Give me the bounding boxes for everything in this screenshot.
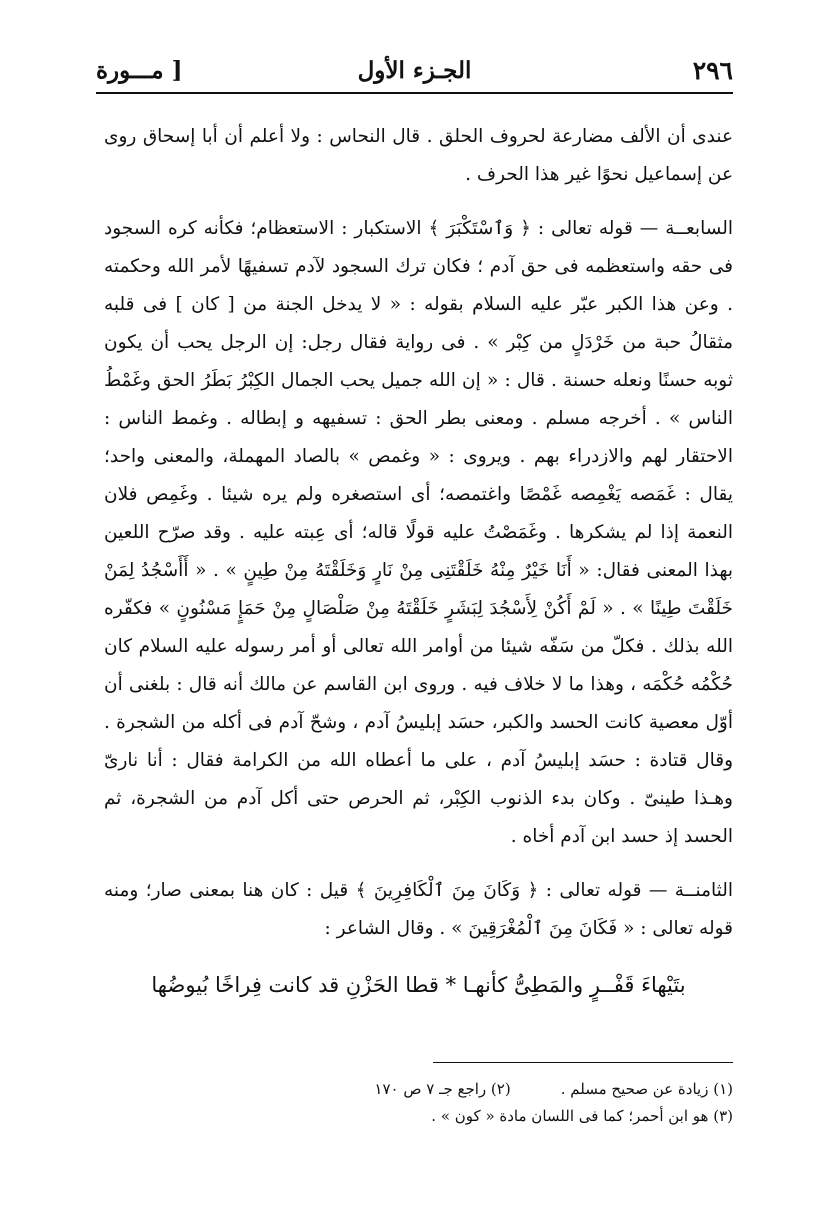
paragraph-seventh: السابعــة — قوله تعالى : ﴿ وَٱسْتَكْبَرَ ﴾ الاستكبار : الاستعظام؛ فكأنه كره السجود فى حقه واستعظمه فى حق آدم ؛ فكان ترك السجود لآدم تسفيهًا لأمر الله وحكمته . وعن هذا الكبر عبّر عليه السلام بقوله : « لا يدخل الجنة من [ كان ] فى قلبه مثقالُ حبة من خَرْدَلٍ من كِبْر » . فى رواية فقال رجل: إن الرجل يحب أن يكون ثوبه حسنًا ونعله حسنة . قال : « إن الله جميل يحب الجمال الكِبْرُ بَطَرُ الحق وغَمْطُ الناس » . أخرجه مسلم . ومعنى بطر الحق : تسفيهه و إبطاله . وغمط الناس : الاحتقار لهم والازدراء بهم . ويروى : « وغمص » بالصاد المهملة، والمعنى واحد؛ يقال : غَمَصه يَغْمِصه غَمْصًا واغتمصه؛ أى استصغره ولم يره شيئا . وغَمِص فلان النعمة إذا لم يشكرها . وغَمَصْتُ عليه قولًا قاله؛ أى عِبته عليه . وقد صرّح اللعين بهذا المعنى فقال: « أَنَا خَيْرٌ مِنْهُ خَلَقْتَنِى مِنْ نَارٍ وَخَلَقْتَهُ مِنْ طِينٍ » . « أَأَسْجُدُ لِمَنْ خَلَقْتَ طِينًا » . « لَمْ أَكُنْ لِأَسْجُدَ لِبَشَرٍ خَلَقْتَهُ مِنْ صَلْصَالٍ مِنْ حَمَإٍ مَسْنُونٍ » فكفّره الله بذلك . فكلّ من سَفّه شيئا من أوامر الله تعالى أو أمر رسوله عليه السلام كان حُكْمُه حُكْمَه ، وهذا ما لا خلاف فيه . وروى ابن القاسم عن مالك أنه قال : بلغنى أن أوّل معصية كانت الحسد والكبر، حسَد إبليسُ آدم ، وشحّ آدم فى أكله من الشجرة . وقال قتادة : حسَد إبليسُ آدم ، على ما أعطاه الله من الكرامة فقال : أنا نارىّ وهـذا طينىّ . وكان بدء الذنوب الكِبْر، ثم الحرص حتى أكل آدم من الشجرة، ثم الحسد إذ حسد ابن آدم أخاه . <box>104 218 733 847</box>
footnote-1: (١) زيادة عن صحيح مسلم . <box>560 1080 733 1098</box>
footnote-3: (٣) هو ابن أحمر؛ كما فى اللسان مادة « كون » . <box>431 1107 733 1125</box>
footnote-row <box>104 1076 733 1103</box>
header-rule <box>96 92 733 94</box>
paragraph-eighth: الثامنــة — قوله تعالى : ﴿ وَكَانَ مِنَ ٱلْكَافِرِينَ ﴾ قيل : كان هنا بمعنى صار؛ ومنه قوله تعالى : « فَكَانَ مِنَ ٱلْمُغْرَقِينَ » . وقال الشاعر : <box>104 880 733 939</box>
page-header <box>96 48 733 92</box>
footnote-2: (٢) راجع جـ ٧ ص ١٧٠ <box>374 1080 511 1098</box>
footnotes <box>104 1076 733 1130</box>
running-title: الجـزء الأول <box>357 56 472 84</box>
page-number: ٢٩٦ <box>692 55 733 85</box>
paragraph-intro: عندى أن الألف مضارعة لحروف الحلق . قال النحاس : ولا أعلم أن أبا إسحاق روى عن إسماعيل نحوًا غير هذا الحرف . <box>104 126 733 185</box>
main-text <box>104 118 733 1004</box>
poetry-verse: بتَيْهاءَ قَفْــرٍ والمَطِىُّ كأنهـا * قطا الحَزْنِ قد كانت فِراخًا بُيوضُها <box>151 973 686 997</box>
sura-name: [ مـــورة <box>96 56 183 84</box>
footnote-rule <box>433 1062 733 1063</box>
